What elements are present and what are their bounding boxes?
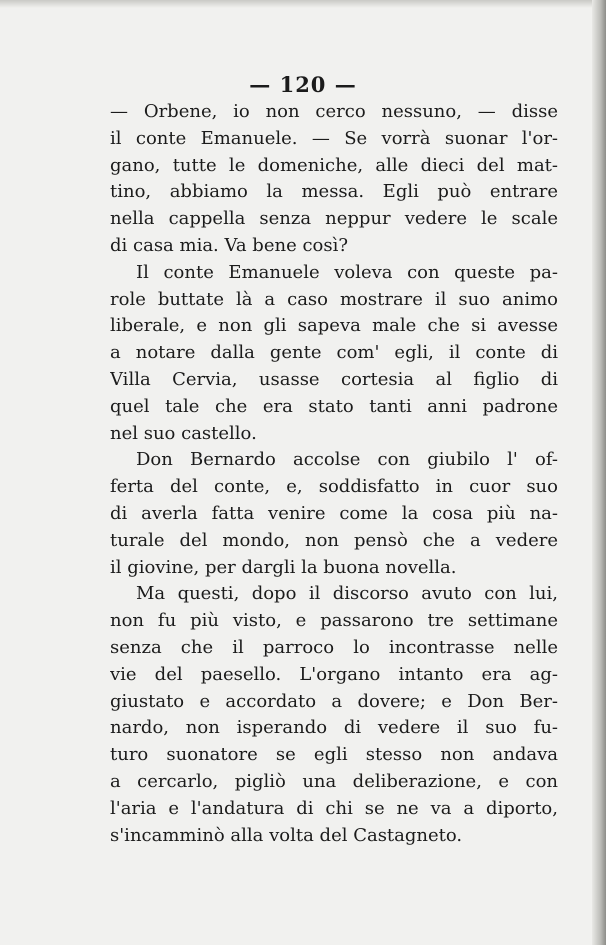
text-line: turo suonatore se egli stesso non andava [110,744,558,766]
text-line: liberale, e non gli sapeva male che si avesse [110,315,558,337]
text-line: vie del paesello. L'organo intanto era ag- [110,663,558,685]
page-binding-edge [592,0,606,945]
page-top-edge [0,0,606,8]
text-line: nardo, non isperando di vedere il suo fu- [110,717,558,739]
text-line: gano, tutte le domeniche, alle dieci del mat- [110,154,558,176]
text-line: s'incamminò alla volta del Castagneto. [110,824,463,846]
text-line: a cercarlo, pigliò una deliberazione, e con [110,770,558,792]
text-line: di casa mia. Va bene così? [110,234,349,256]
text-line: Il conte Emanuele voleva con queste pa- [136,261,558,283]
text-line: nella cappella senza neppur vedere le scale [110,208,558,230]
text-line: giustato e accordato a dovere; e Don Ber- [110,690,558,712]
text-line: role buttate là a caso mostrare il suo animo [110,288,558,310]
text-line: Ma questi, dopo il discorso avuto con lui, [136,583,558,605]
text-line: — Orbene, io non cerco nessuno, — disse [110,101,558,122]
text-line: senza che il parroco lo incontrasse nelle [110,636,558,658]
body-text [110,99,558,849]
text-line: Villa Cervia, usasse cortesia al figlio di [110,368,558,390]
text-line: l'aria e l'andatura di chi se ne va a diporto, [110,797,558,819]
text-line: turale del mondo, non pensò che a vedere [110,529,558,551]
text-line: quel tale che era stato tanti anni padrone [110,395,558,417]
page-number: — 120 — [249,72,357,97]
text-line: il giovine, per dargli la buona novella. [110,556,457,578]
text-line: tino, abbiamo la messa. Egli può entrare [110,181,558,203]
text-line: non fu più visto, e passarono tre settimane [110,610,558,632]
text-line: a notare dalla gente com' egli, il conte di [110,342,558,364]
text-line: Don Bernardo accolse con giubilo l' of- [136,449,558,471]
text-line: di averla fatta venire come la cosa più na- [110,502,558,524]
text-line: ferta del conte, e, soddisfatto in cuor suo [110,476,558,498]
text-line: nel suo castello. [110,422,257,444]
text-line: il conte Emanuele. — Se vorrà suonar l'or- [110,127,558,149]
